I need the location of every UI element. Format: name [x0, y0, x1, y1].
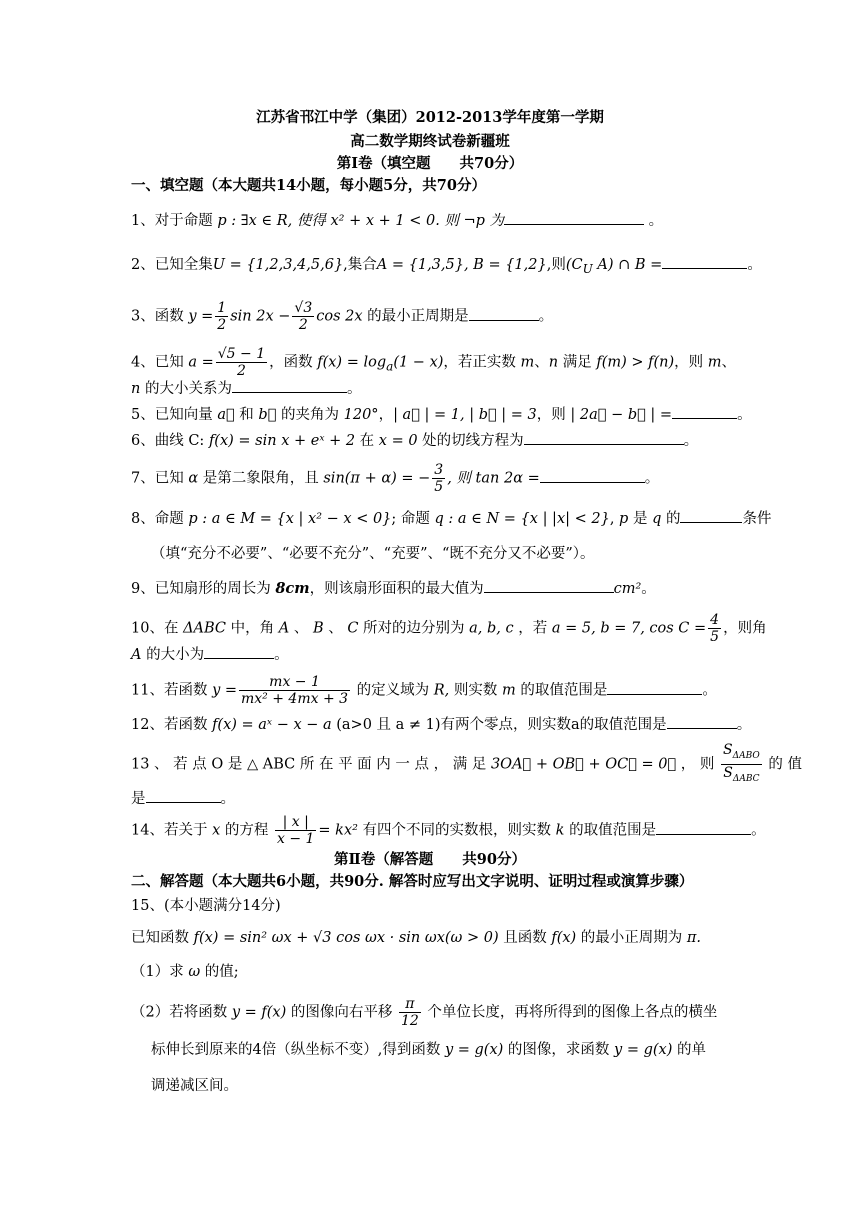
answer-blank	[204, 642, 274, 659]
question-10-cont: A 的大小为 。	[131, 642, 289, 665]
answer-blank	[662, 252, 747, 269]
question-8: 8、命题 p : a ∈ M = {x | x² − x < 0}; 命题 q : a ∈ N = {x | |x| < 2}, p 是 q 的 条件	[131, 506, 771, 529]
question-15-part2-end: 调递减区间。	[151, 1078, 238, 1094]
fraction: $\frac{√5 - 1}{2}$	[217, 346, 266, 379]
fraction: $\frac{1}{2}$	[217, 300, 227, 333]
answer-blank	[484, 576, 614, 593]
question-2: 2、已知全集U = {1,2,3,4,5,6},集合A = {1,3,5}, B = {1,2},则($C_U$ A) ∩ B = 。	[131, 252, 762, 279]
answer-blank	[667, 712, 737, 729]
fraction: $\frac{S_{\Delta ABO}}{S_{\Delta ABC}}$	[723, 742, 760, 784]
fraction: $\frac{\pi}{12}$	[400, 996, 419, 1029]
answer-blank	[656, 818, 751, 835]
question-8-note: （填“充分不必要”、“必要不充分”、“充要”、“既不充分又不必要”）。	[151, 546, 595, 562]
answer-blank	[232, 376, 347, 393]
question-4-cont: n 的大小关系为 。	[131, 376, 361, 399]
answer-blank	[524, 428, 684, 445]
part2-title: 第Ⅱ卷（解答题 共90分）	[334, 851, 526, 868]
fraction: $\frac{mx - 1}{\text{mx² + 4mx + 3}}$	[241, 674, 349, 707]
answer-blank	[672, 402, 737, 419]
question-10: 10、在 ΔABC 中，角 A 、 B 、 C 所对的边分别为 a, b, c ，若 a = 5, b = 7, cos C = $\frac{4}{5}$ ，则角	[131, 612, 767, 645]
question-4: 4、已知 a = $\frac{√5 - 1}{2}$ ，函数 $f(x) = \log_a(1 - x)$，若正实数 m、n 满足 f(m) > f(n)，则 m、	[131, 346, 737, 379]
section2-heading: 二、解答题（本大题共6小题，共90分. 解答时应写出文字说明、证明过程或演算步骤）	[131, 873, 694, 890]
question-11: 11、若函数 y = $\frac{mx - 1}{\text{mx² + 4mx + 3}}$ 的定义域为 R, 则实数 m 的取值范围是 。	[131, 674, 717, 707]
answer-blank	[607, 678, 702, 695]
part1-title: 第Ⅰ卷（填空题 共70分）	[336, 155, 524, 172]
question-13: 13 、 若 点 O 是 △ ABC 所 在 平 面 内 一 点 ， 满 足 3OA⃗ + OB⃗ + OC⃗ = 0⃗ ， 则 $\frac{S_{\Delta ABO}}{S_{\Delta ABC}}$ 的 值	[131, 742, 802, 787]
question-5: 5、已知向量 a⃗ 和 b⃗ 的夹角为 120°，| a⃗ | = 1, | b⃗ | = 3，则 | 2a⃗ − b⃗ | = 。	[131, 402, 752, 425]
fraction: $\frac{3}{5}$	[434, 462, 444, 495]
answer-blank	[469, 304, 539, 321]
answer-blank	[540, 466, 645, 483]
question-15-stem: 已知函数 f(x) = sin² ωx + √3 cos ωx · sin ωx(ω > 0) 且函数 f(x) 的最小正周期为 π.	[131, 930, 702, 946]
section1-heading: 一、填空题（本大题共14小题，每小题5分，共70分）	[131, 177, 486, 194]
question-15-label: 15、(本小题满分14分)	[131, 898, 281, 914]
question-13-cont: 是 。	[131, 786, 235, 809]
question-15-part2: （2）若将函数 y = f(x) 的图像向右平移 $\frac{\pi}{12}$ 个单位长度，再将所得到的图像上各点的横坐	[131, 996, 718, 1029]
exam-title: 江苏省邗江中学（集团）2012-2013学年度第一学期	[256, 109, 604, 126]
question-14: 14、若关于 x 的方程 $\frac{| x |}{x - 1}$ = kx² 有四个不同的实数根，则实数 k 的取值范围是 。	[131, 814, 766, 847]
question-9: 9、已知扇形的周长为 8cm，则该扇形面积的最大值为 cm²。	[131, 576, 656, 599]
fraction: $\frac{√3}{2}$	[294, 300, 313, 333]
question-3: 3、函数 y = $\frac{1}{2}$ sin 2x − $\frac{√3}{2}$ cos 2x 的最小正周期是 。	[131, 300, 554, 333]
question-15-part2-cont: 标伸长到原来的4倍（纵坐标不变）,得到函数 y = g(x) 的图像，求函数 y = g(x) 的单	[151, 1042, 706, 1058]
fraction: $\frac{4}{5}$	[710, 612, 720, 645]
answer-blank	[504, 208, 644, 225]
answer-blank	[146, 786, 221, 803]
exam-subtitle: 高二数学期终试卷新疆班	[350, 133, 510, 150]
question-1: 1、对于命题 p : ∃x ∈ R, 使得 x² + x + 1 < 0. 则 ¬p 为 。	[131, 208, 663, 231]
question-15-part1: （1）求 ω 的值;	[131, 964, 239, 980]
fraction: $\frac{| x |}{x - 1}$	[276, 814, 315, 847]
question-7: 7、已知 α 是第二象限角，且 sin(π + α) = − $\frac{3}{5}$ , 则 tan 2α = 。	[131, 462, 660, 495]
answer-blank	[680, 506, 742, 523]
question-6: 6、曲线 C: f(x) = sin x + eˣ + 2 在 x = 0 处的切线方程为 。	[131, 428, 698, 451]
question-12: 12、若函数 f(x) = aˣ − x − a (a>0 且 a ≠ 1)有两个零点，则实数a的取值范围是 。	[131, 712, 751, 735]
